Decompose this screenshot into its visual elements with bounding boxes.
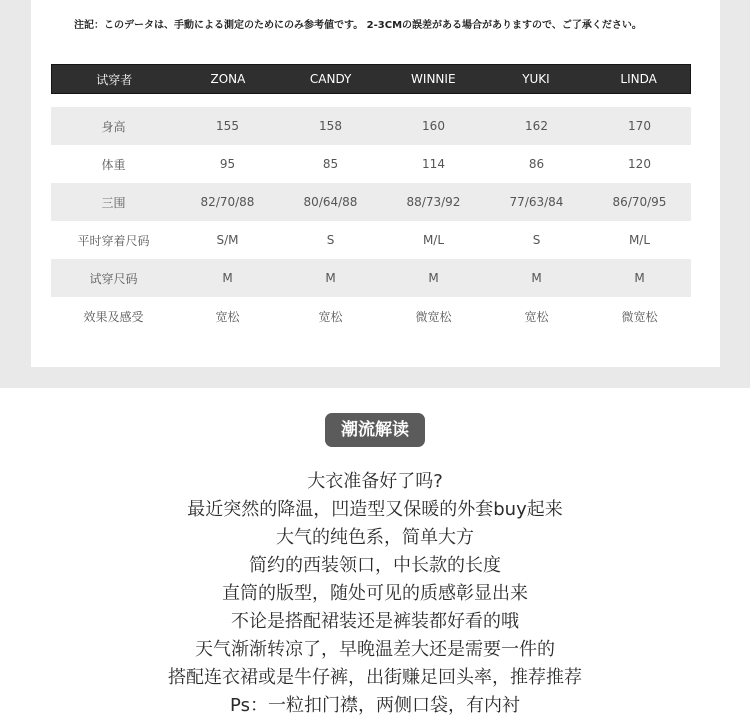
table-cell: 170 xyxy=(628,119,651,133)
table-cell: 160 xyxy=(422,119,445,133)
row-label: 平时穿着尺码 xyxy=(77,233,150,248)
size-table xyxy=(51,64,691,335)
measurement-note: 注記：このデータは、手動による測定のためにのみ参考値です。 2-3CMの誤差がある場合がありますので、ご了承ください。 xyxy=(74,20,642,31)
description-line: 不论是搭配裙装还是裤装都好看的哦 xyxy=(231,611,519,632)
table-cell: 86/70/95 xyxy=(612,195,667,209)
description-line: 天气渐渐转凉了，早晚温差大还是需要一件的 xyxy=(195,639,555,660)
row-label: 体重 xyxy=(101,157,126,172)
table-row-trial-size xyxy=(51,259,691,297)
header-cell-zona: ZONA xyxy=(210,72,246,86)
row-label: 三围 xyxy=(101,195,126,210)
description-line: 搭配连衣裙或是牛仔裤，出街赚足回头率，推荐推荐 xyxy=(168,667,582,688)
row-label: 试穿尺码 xyxy=(89,271,138,286)
table-cell: 85 xyxy=(322,157,339,171)
row-label: 身高 xyxy=(101,119,126,134)
header-cell-winnie: WINNIE xyxy=(411,72,456,86)
table-row-measurements xyxy=(51,183,691,221)
header-cell-candy: CANDY xyxy=(309,72,352,86)
table-cell: 158 xyxy=(319,119,342,133)
row-label: 效果及感受 xyxy=(83,309,144,324)
description-line: Ps：一粒扣门襟，两侧口袋，有内衬 xyxy=(230,695,520,716)
table-cell: 80/64/88 xyxy=(303,195,358,209)
description-line: 简约的西装领口，中长款的长度 xyxy=(249,555,501,576)
table-cell: M xyxy=(531,271,542,285)
table-cell: 微宽松 xyxy=(415,309,452,324)
table-cell: 82/70/88 xyxy=(200,195,255,209)
trend-badge: 潮流解读 xyxy=(325,413,425,447)
table-cell: 86 xyxy=(528,157,545,171)
header-cell-yuki: YUKI xyxy=(522,72,550,86)
table-row-fit-feel xyxy=(51,297,691,335)
table-cell: 微宽松 xyxy=(621,309,658,324)
description-line: 直筒的版型，随处可见的质感彰显出来 xyxy=(222,583,528,604)
table-cell: M/L xyxy=(628,233,651,247)
table-row-weight xyxy=(51,145,691,183)
table-cell: M xyxy=(222,271,233,285)
table-cell: 162 xyxy=(525,119,548,133)
table-cell: M xyxy=(634,271,645,285)
table-cell: S/M xyxy=(216,233,239,247)
table-cell: 88/73/92 xyxy=(406,195,461,209)
table-row-height xyxy=(51,107,691,145)
table-cell: 宽松 xyxy=(215,309,240,324)
description-line: 大衣准备好了吗? xyxy=(307,471,443,492)
table-cell: M xyxy=(428,271,439,285)
table-cell: 155 xyxy=(216,119,239,133)
table-cell: S xyxy=(326,233,335,247)
table-row-usual-size xyxy=(51,221,691,259)
table-cell: 95 xyxy=(219,157,236,171)
table-cell: M/L xyxy=(422,233,445,247)
header-cell-tester: 试穿者 xyxy=(96,72,133,87)
table-cell: S xyxy=(532,233,541,247)
table-cell: 114 xyxy=(422,157,445,171)
table-cell: 宽松 xyxy=(318,309,343,324)
table-cell: M xyxy=(325,271,336,285)
description-block xyxy=(0,468,750,720)
header-cell-linda: LINDA xyxy=(620,72,657,86)
table-cell: 77/63/84 xyxy=(509,195,564,209)
table-cell: 120 xyxy=(628,157,651,171)
table-spacer xyxy=(51,94,691,107)
description-line: 大气的纯色系，简单大方 xyxy=(276,527,474,548)
table-header xyxy=(51,64,691,94)
table-cell: 宽松 xyxy=(524,309,549,324)
description-line: 最近突然的降温，凹造型又保暖的外套buy起来 xyxy=(187,499,563,520)
